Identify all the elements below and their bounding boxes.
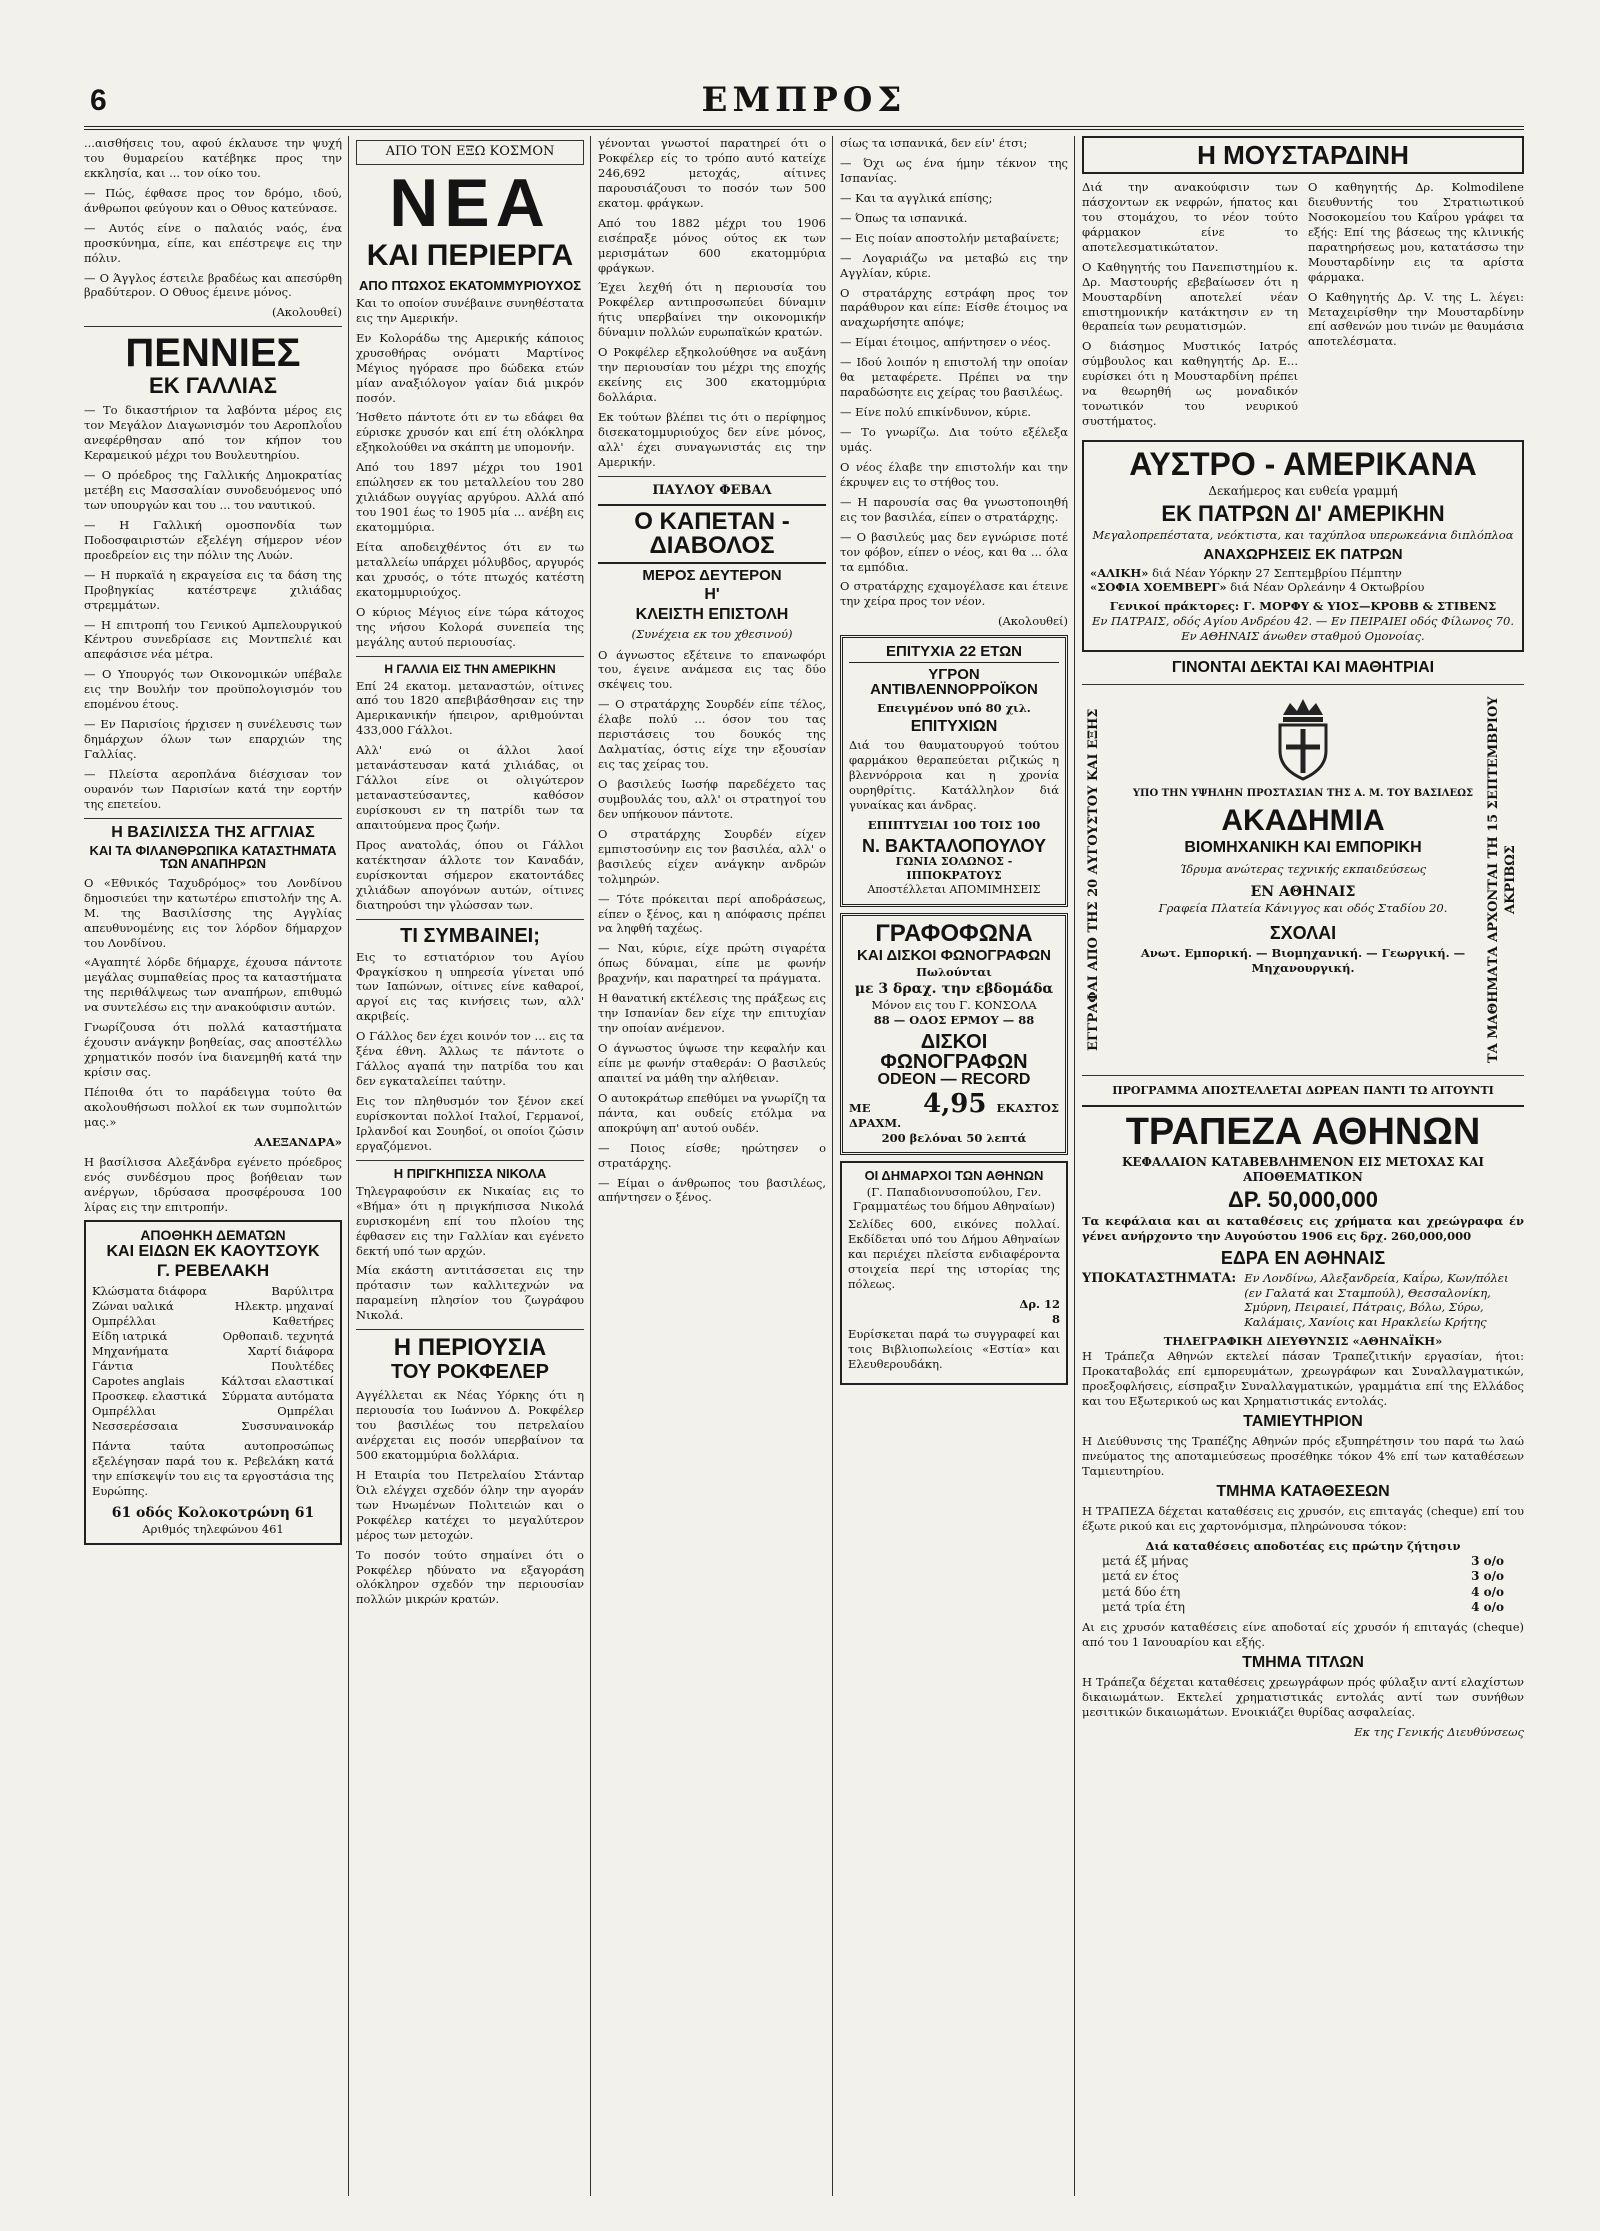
newspaper-name: ΕΜΠΡΟΣ [701, 80, 907, 120]
column-5 [1082, 136, 1524, 2196]
shop-item-row [92, 1404, 334, 1419]
shipping-line: Δεκαήμερος και ευθεία γραμμή [1208, 484, 1398, 498]
shop-item: Capotes anglais [92, 1374, 185, 1389]
column-1 [84, 136, 342, 2196]
medicine-ad-title: ΕΠΙΤΥΧΙΑ 22 ΕΤΩΝ [849, 644, 1059, 663]
queen-subtitle: ΚΑΙ ΤΑ ΦΙΛΑΝΘΡΩΠΙΚΑ ΚΑΤΑΣΤΗΜΑΤΑ ΤΩΝ ΑΝΑΠΗΡΩΝ [89, 842, 337, 871]
column-rule [590, 136, 591, 2196]
feuilleton-paragraph: Ο στρατάρχης εχαμογέλασε και έτεινε την χείρα προς τον νέον. [840, 579, 1068, 609]
article-subheading: ΤΟΥ ΡΟΚΦΕΛΕΡ [391, 1361, 549, 1384]
academy-desc: Ίδρυμα ανώτερας τεχνικής εκπαιδεύσεως [1179, 862, 1427, 877]
academy-name: ΑΚΑΔΗΜΙΑ [1221, 804, 1385, 838]
shop-item: Νεσσερέσσαια [92, 1418, 179, 1433]
feuilleton-paragraph: Η θανατική εκτέλεσις της πράξεως εις την Ισπανίαν δεν είχε την επιτυχίαν την οποίαν ανέμενον. [598, 991, 826, 1036]
rate-row [1082, 1600, 1524, 1616]
article-paragraph: Το ποσόν τούτο σημαίνει ότι ο Ροκφέλερ ηδύνατο να εξαγοράση ολόκληρον σχεδόν την περιουσίαν πολλών μικρών κρατών. [356, 1547, 584, 1607]
shop-item: Πουλτέδες [271, 1359, 334, 1374]
gramophone-title: ΓΡΑΦΟΦΩΝΑ [875, 919, 1033, 947]
article-paragraph: γένονται γνωστοί παρατηρεί ότι ο Ροκφέλερ είς το τρόπο αυτό κατείχε 246,692 μετοχάς, αίτινες παρουσιάζουσι το ποσόν των 500 εκατομ. φράγκων. [598, 136, 826, 210]
article-paragraph: Έχει λεχθή ότι η περιουσία του Ροκφέλερ αντιπροσωπεύει δύναμιν ήτις υπερβαίνει την οικονομικήν δύναμιν πολλών ευρωπαϊκών κρατών. [598, 280, 826, 340]
section-subtitle: ΚΑΙ ΠΕΡΙΕΡΓΑ [366, 238, 574, 272]
ship-name: «ΣΟΦΙΑ ΧΟΕΜΒΕΡΓ» [1090, 580, 1227, 595]
gramophone-terms: με 3 δραχ. την εβδομάδα [854, 980, 1054, 997]
masthead-rule [84, 126, 1524, 130]
feuilleton-paragraph: — Λογαριάζω να μεταβώ εις την Αγγλίαν, κύριε. [840, 250, 1068, 280]
savings-text: Η Διεύθυνσις της Τραπέζης Αθηνών πρός εξυπηρέτησιν του παρά τω λαώ πνεύματος της αποταμιεύσεως προσέθηκε τόκον 4% επί των καταθέσεων Ταμιευτηρίου. [1082, 1434, 1524, 1478]
departure-row [1090, 580, 1516, 595]
gramophone-ad [840, 913, 1068, 1155]
mustard-title: Η ΜΟΥΣΤΑΡΔΙΝΗ [1082, 136, 1524, 174]
story-follow: (Ακολουθεί) [272, 305, 342, 320]
feuilleton-paragraph: Ο άγνωστος εξέτεινε το επανωφόρι του, έγεινε ανάμεσα εις τας δύο σκέψεις του. [598, 647, 826, 692]
rate-row [1082, 1585, 1524, 1601]
shop-phone: Αριθμός τηλεφώνου 461 [142, 1521, 284, 1536]
feuilleton-paragraph: — Και τα αγγλικά επίσης; [840, 190, 993, 205]
article-paragraph: Προς ανατολάς, όπου οι Γάλλοι κατέκτησαν άλλοτε τον Καναδάν, ευρίσκονται σήμερον εκατοντάδες χιλιάδων απογόνων αυτών, οίτινες διατηρούσι την γλώσσαν των. [356, 837, 584, 912]
academy-patron: ΥΠΟ ΤΗΝ ΥΨΗΛΗΝ ΠΡΟΣΤΑΣΙΑΝ ΤΗΣ Α. Μ. ΤΟΥ ΒΑΣΙΛΕΩΣ [1132, 788, 1474, 800]
shipping-route: ΕΚ ΠΑΤΡΩΝ ΔΙ' ΑΜΕΡΙΚΗΝ [1161, 500, 1445, 526]
article-paragraph: Από του 1882 μέχρι του 1906 εισέπραξε μόνος ούτος εκ των μερισμάτων 600 εκατομμύρια φράγκων. [598, 215, 826, 275]
mustard-paragraph: Ο διάσημος Μυστικός Ιατρός σύμβουλος και καθηγητής Δρ. Ε... ευρίσκει ότι η Μουσταρδίνη πρέπει να θεωρηθή ως μοναδικόν τονωτικόν του νευρικού συστήματος. [1082, 339, 1298, 429]
shop-item: Ομπρέλαι [277, 1403, 334, 1418]
ship-name: «ΑΛΙΚΗ» [1090, 565, 1149, 580]
medicine-endorsed: Επειγμένον υπό 80 χιλ. [877, 701, 1031, 716]
feuilleton-paragraph: — Είμαι έτοιμος, απήντησεν ο νέος. [840, 335, 1051, 350]
article-paragraph: Από του 1897 μέχρι του 1901 επώλησεν εκ του μεταλλείου του 280 χιλιάδων ουγγίας αργύρου. Αλλά από του 1901 έως το 1905 μία ... ανέβη εις εκατομμύρια. [356, 460, 584, 535]
gramophone-subtitle: ΚΑΙ ΔΙΣΚΟΙ ΦΩΝΟΓΡΑΦΩΝ [857, 946, 1051, 964]
article-paragraph: Αγγέλλεται εκ Νέας Υόρκης ότι η περιουσία του Ιωάννου Δ. Ροκφέλερ του βασιλέως του πετρελαίου ανέρχεται εις ποσόν υπερβαίνον τα 500 εκατομμύρια δολλάρια. [356, 1388, 584, 1462]
column-rule [1074, 136, 1075, 2196]
masthead [84, 80, 1524, 128]
shop-item: Ορθοπαιδ. τεχνητά [222, 1329, 334, 1344]
story-paragraph: — Ο Άγγλος έστειλε βραδέως και απεσύρθη βραδύτερον. Ο Οθυος έμεινε μόνος. [84, 270, 342, 300]
news-item: — Ο Υπουργός των Οικονομικών υπέβαλε εις την Βουλήν τον προϋπολογισμόν του επομένου έτους. [84, 667, 342, 712]
bank-branches-list: Εν Λονδίνω, Αλεξανδρεία, Καΐρω, Κων/πόλει (εν Γαλατά και Σταμπούλ), Θεσσαλονίκη, Σμύρνη, Πειραιεί, Πάτραις, Βόλω, Σύρω, Καλάμαις, Χανίοις και Ηρακλείω Κρήτης [1244, 1270, 1509, 1330]
column-2 [356, 136, 584, 2196]
news-item: — Εν Παρισίοις ήρχισεν η συνέλευσις των δημάρχων όλων των επαρχιών της Γαλλίας. [84, 717, 342, 761]
queen-paragraph: Ο «Εθνικός Ταχυδρόμος» του Λονδίνου δημοσιεύει την κατωτέρω επιστολήν της Α. Μ. της Βασιλίσσης της Αγγλίας απευθυνομένης εις τον λόρδον δήμαρχον του Λονδίνου. [84, 875, 342, 950]
article-paragraph: Η Εταιρία του Πετρελαίου Στάνταρ Όιλ ελέγχει σχεδόν όλην την αγοράν των Ηνωμένων Πολιτειών και ο Ροκφέλερ κατέχει το μεγαλύτερον μέρος των μετοχών. [356, 1467, 584, 1542]
academy-schools: Ανωτ. Εμπορική. — Βιομηχανική. — Γεωργική. — Μηχανουργική. [1140, 946, 1466, 976]
academy-schools-title: ΣΧΟΛΑΙ [1269, 923, 1337, 944]
article-paragraph: Εις το εστιατόριον του Αγίου Φραγκίσκου η υπηρεσία γίνεται υπό των Ιαπώνων, οίτινες είνε καθαροί, αργοί εις τας κινήσεις των, αλλ' ακριβείς. [356, 949, 584, 1024]
book-author: (Γ. Παπαδιονυσοπούλου, Γεν. Γραμματέως του δήμου Αθηναίων) [852, 1184, 1056, 1214]
rate-row [1082, 1554, 1524, 1570]
mustard-col-right [1308, 180, 1524, 434]
gramophone-dealer: Μόνον εις του Γ. ΚΟΝΣΟΛΑ [871, 997, 1037, 1012]
price-value: 4,95 [923, 1088, 987, 1119]
divider [356, 1160, 584, 1161]
queen-paragraph: «Αγαπητέ λόρδε δήμαρχε, έχουσα πάντοτε μεγάλας συμπαθείας προς τα καταστήματα της περιθάλψεως των αναπήρων, επιθυμώ να συντελέσω εις την ανακούφισιν αυτών. [84, 955, 342, 1015]
feuilleton-paragraph: Ο στρατάρχης εστράφη προς τον παράθυρον και είπε: Είσθε έτοιμος να αναχωρήσητε απόψε; [840, 285, 1068, 330]
shop-item-row [92, 1419, 334, 1434]
article-paragraph: Και το οποίον συνέβαινε συνηθέστατα εις την Αμερικήν. [356, 295, 584, 325]
shop-item: Βαρύλιτρα [271, 1284, 334, 1299]
academy-banner: ΓΙΝΟΝΤΑΙ ΔΕΚΤΑΙ ΚΑΙ ΜΑΘΗΤΡΙΑΙ [1171, 659, 1435, 677]
feuilleton-paragraph: — Ναι, κύριε, είχε πρώτη σιγαρέτα όπως δύναμαι, είπε με φωνήν βραχνήν, και παρατηρεί τα πράγματα. [598, 941, 826, 986]
divider [84, 818, 342, 819]
news-item: — Η Γαλλική ομοσπονδία των Ποδοσφαιριστών εξελέγη σήμερον νέον προεδρείον εις την πόλιν της Λυών. [84, 517, 342, 562]
academy-center [1122, 693, 1484, 976]
bank-hq: ΕΔΡΑ ΕΝ ΑΘΗΝΑΙΣ [1220, 1247, 1386, 1268]
shop-note: Πάντα ταύτα αυτοπροσώπως εξελέγησαν παρά του κ. Ρεβελάκη κατά την επίσκεψίν του εις τα εργοστάσια της Ευρώπης. [92, 1438, 334, 1498]
news-item: — Πλείστα αεροπλάνα διέσχισαν τον ουρανόν των Παρισίων κατά την εορτήν της επετείου. [84, 766, 342, 811]
records-price [849, 1088, 1059, 1131]
article-paragraph: Μία εκάστη αντιτάσσεται εις την πρότασιν των καλλιτεχνών να παραμείνη πλησίον του ζωγράφου Νικολά. [356, 1263, 584, 1323]
shipping-ad [1082, 440, 1524, 652]
shop-item: Ζώναι υαλικά [92, 1299, 174, 1314]
mustard-col-left [1082, 180, 1298, 434]
price-lead: ΜΕ ΔΡΑΧΜ. [849, 1100, 902, 1130]
shop-item-row [92, 1344, 334, 1359]
feuilleton-paragraph: — Είμαι ο άνθρωπος του βασιλέως, απήντησεν ο ξένος. [598, 1175, 826, 1205]
shipping-title: ΑΥΣΤΡΟ - ΑΜΕΡΙΚΑΝΑ [1129, 446, 1477, 482]
divider [598, 476, 826, 477]
article-paragraph: Ο Ροκφέλερ εξηκολούθησε να αυξάνη την περιουσίαν του μέχρι της εποχής εκείνης εις 300 εκατομμύρια δολλάρια. [598, 345, 826, 404]
page-number: 6 [90, 84, 107, 117]
mustard-body [1082, 180, 1524, 434]
shop-owner: Γ. ΡΕΒΕΛΑΚΗ [156, 1261, 270, 1281]
departures-title: ΑΝΑΧΩΡΗΣΕΙΣ ΕΚ ΠΑΤΡΩΝ [1203, 545, 1403, 563]
rubber-shop-ad [84, 1220, 342, 1544]
deposits-subtitle: Διά καταθέσεις αποδοτέας εις πρώτην ζήτησιν [1145, 1538, 1461, 1553]
feuilleton-paragraph: σίως τα ισπανικά, δεν είν' έτσι; [840, 136, 1028, 150]
feuilleton-paragraph: — Είνε πολύ επικίνδυνον, κύριε. [840, 405, 1031, 420]
news-item: — Η πυρκαϊά η εκραγείσα εις τα δάση της Προβηγκίας κατέστρεψε χιλιάδας στρεμμάτων. [84, 567, 342, 612]
mustard-paragraph: Ο καθηγητής Δρ. Kolmodilene διευθυντής του Στρατιωτικού Νοσοκομείου του Καΐρου γράφει τα εξής: Επί της βάσεως της κλινικής παρατηρήσεως μου, κατατάσσω την Μουσταρδίνην εις τα αρίστα φάρμακα. [1308, 180, 1524, 284]
medicine-guarantee: ΕΠΙΠΤΥΞΙΑΙ 100 ΤΟΙΣ 100 [867, 817, 1041, 832]
needles-price: 200 βελόναι 50 λεπτά [881, 1130, 1027, 1145]
shop-item: Είδη ιατρικά [92, 1329, 168, 1344]
medicine-seller: Ν. ΒΑΚΤΑΛΟΠΟΥΛΟΥ [861, 835, 1047, 856]
gramophone-street: 88 — ΟΔΟΣ ΕΡΜΟΥ — 88 [873, 1012, 1035, 1027]
savings-title: ΤΑΜΙΕΥΤΗΡΙΟΝ [1243, 1413, 1363, 1431]
shop-item-row [92, 1389, 334, 1404]
rate-row [1082, 1569, 1524, 1585]
shop-item-row [92, 1314, 334, 1329]
feuilleton-follow: (Ακολουθεί) [998, 614, 1068, 629]
bank-branches [1082, 1271, 1524, 1331]
column-4 [840, 136, 1068, 2196]
bank-telegraph: ΤΗΛΕΓΡΑΦΙΚΗ ΔΙΕΥΘΥΝΣΙΣ «ΑΘΗΝΑΪΚΗ» [1163, 1334, 1443, 1349]
bank-deposits: Τα κεφάλαια και αι καταθέσεις εις χρήματα και χρεώγραφα έν γένει ανήρχοντο την Αυγούστου 1906 εις δρχ. 260,000,000 [1082, 1213, 1524, 1243]
shop-item: Γάντια [92, 1359, 134, 1374]
book-where: Ευρίσκεται παρά τω συγγραφεί και τοις Βιβλιοπωλείοις «Εστία» και Ελευθερουδάκη. [848, 1326, 1060, 1371]
shop-item: Ομπρέλλαι [92, 1314, 157, 1329]
column-3 [598, 136, 826, 2196]
bank-services: Η Τράπεζα Αθηνών εκτελεί πάσαν Τραπεζιτικήν εργασίαν, ήτοι: Προκαταβολάς επί εμπορευμάτων, χρεωγράφων και Συναλλαγματικών, προεξοφλήσεις, είσπραξιν Συναλλαγματικών, γραμμάτια επί της Ελλάδος και του Εξωτερικού ως και Χρηματιστικάς εντολάς. [1082, 1349, 1524, 1409]
book-title: ΟΙ ΔΗΜΑΡΧΟΙ ΤΩΝ ΑΘΗΝΩΝ [864, 1167, 1044, 1183]
deposits-title: ΤΜΗΜΑ ΚΑΤΑΘΕΣΕΩΝ [1216, 1482, 1390, 1500]
royal-crest-icon [1268, 697, 1338, 783]
shop-address: 61 οδός Κολοκοτρώνη 61 [111, 1504, 315, 1521]
column-rule [348, 136, 349, 2196]
shop-item-row [92, 1284, 334, 1299]
bank-capital-label: ΚΕΦΑΛΑΙΟΝ ΚΑΤΑΒΕΒΛΗΜΕΝΟΝ ΕΙΣ ΜΕΤΟΧΑΣ ΚΑΙ ΑΠΟΘΕΜΑΤΙΚΟΝ [1121, 1154, 1485, 1185]
academy-office: Γραφεία Πλατεία Κάνιγγος και οδός Σταδίου 20. [1158, 901, 1448, 916]
feuilleton-paragraph: Ο βασιλεύς Ιωσήφ παρεδέχετο τας συμβουλάς του, αλλ' οι στρατηγοί του δεν υπήκουον πάντοτε. [598, 777, 826, 821]
news-item: — Ο πρόεδρος της Γαλλικής Δημοκρατίας μετέβη εις Μασσαλίαν συνοδευόμενος υπό των υπουργών και του ... του ναυτικού. [84, 468, 342, 512]
article-paragraph: Ο κύριος Μέγιος είνε τώρα κάτοχος της νήσου Κολορά συνεπεία της μεγάλης αυτού περιουσίας. [356, 604, 584, 649]
divider [356, 1329, 584, 1330]
book-text: Σελίδες 600, εικόνες πολλαί. Εκδίδεται υπό του Δήμου Αθηναίων και περιέχει πλείστα ενδιαφέροντα στοιχεία περί της ιστορίας της πόλεως. [848, 1217, 1060, 1292]
medicine-successes: ΕΠΙΤΥΧΙΩΝ [910, 718, 998, 736]
article-paragraph: Ο Γάλλος δεν έχει κοινόν τον ... εις τα ξένα έθνη. Άλλως τε πάντοτε ο Γάλλος αγαπά την πατρίδα του και δεν εγκαταλείπει ταύτην. [356, 1029, 584, 1089]
medicine-ad [840, 635, 1068, 906]
feuilleton-paragraph: — Το γνωρίζω. Δια τούτο εξέλεξα υμάς. [840, 425, 1068, 454]
rate-term: μετά εν έτος [1102, 1569, 1179, 1584]
story-paragraph: ...αισθήσεις του, αφού έκλαυσε την ψυχή του θυμαρείου κατέβηκε προς την εκκλησία, και ... τον οίκο του. [84, 136, 342, 180]
academy-city: ΕΝ ΑΘΗΝΑΙΣ [1250, 884, 1356, 901]
article-heading: ΤΙ ΣΥΜΒΑΙΝΕΙ; [400, 924, 540, 947]
shop-item: Καθετήρες [272, 1314, 334, 1329]
section-kicker: ΑΠΟ ΤΟΝ ΕΞΩ ΚΟΣΜΟΝ [356, 140, 584, 165]
news-item: — Το δικαστήριον τα λαβόντα μέρος εις τον Μεγάλον Διαγωνισμόν του Αεροπλοΐου ανεφέρθησαν από τον κήπον του Κεραμεικού μέχρι του Βουλευτηρίου. [84, 403, 342, 463]
feuilleton-paragraph: — Όπως τα ισπανικά. [840, 210, 968, 225]
rate-value: 3 ο/ο [1471, 1569, 1504, 1584]
article-paragraph: Είτα αποδειχθέντος ότι εν τω μεταλλείω υπάρχει μόλυβδος, αργυρός και χρυσός, ο τότε πτωχός κατέστη εκατομμυριούχος. [356, 539, 584, 599]
medicine-name: ΥΓΡΟΝ ΑΝΤΙΒΛΕΝΝΟΡΡΟΪΚΟΝ [870, 666, 1038, 699]
article-paragraph: Εν Κολοράδω της Αμερικής κάποιος χρυσοθήρας ονόματι Μαρτίνος Μέγιος ηγόρασε προ δώδεκα ετών μίαν αναξιόλογον γαίαν διά μικρόν ποσόν. [356, 330, 584, 405]
book-price: Δρ. 12 [1019, 1297, 1060, 1312]
article-heading: Η ΓΑΛΛΙΑ ΕΙΣ ΤΗΝ ΑΜΕΡΙΚΗΝ [384, 661, 556, 676]
feuilleton-paragraph: — Η παρουσία σας θα γνωστοποιηθή εις τον βασιλέα, είπεν ο στρατάρχης. [840, 494, 1068, 524]
pennies-title: ΠΕΝΝΙΕΣ [125, 331, 301, 376]
departure-info: διά Νέαν Υόρκην 27 Σεπτεμβρίου Πέμπτην [1152, 565, 1402, 580]
pennies-subtitle: ΕΚ ΓΑΛΛΙΑΣ [149, 373, 277, 399]
shop-item-row [92, 1329, 334, 1344]
article-paragraph: Αλλ' ενώ οι άλλοι λαοί μετανάστευσαν κατά χιλιάδας, οι Γάλλοι είνε οι ολιγώτερον μεταναστεύσαντες, καθόσον ευρίσκουσι εν τη πατρίδι των τα απαιτούμενα προς ζωήν. [356, 743, 584, 832]
rate-term: μετά τρία έτη [1102, 1600, 1185, 1615]
rate-value: 3 ο/ο [1471, 1553, 1504, 1568]
article-heading: Η ΠΡΙΓΚΗΠΙΣΣΑ ΝΙΚΟΛΑ [393, 1165, 547, 1181]
academy-enrolment: ΕΓΓΡΑΦΑΙ ΑΠΟ ΤΗΣ 20 ΑΥΓΟΥΣΤΟΥ ΚΑΙ ΕΞΗΣ [1086, 708, 1101, 1052]
deposits-text: Η ΤΡΑΠΕΖΑ δέχεται καταθέσεις εις χρυσόν, εις επιταγάς (cheque) επί του έξωτε ρικού και εις χαρτονόμισμα, πληρώνουσα τόκον: [1082, 1503, 1524, 1533]
shop-item: Σύρματα αυτόματα [221, 1389, 334, 1403]
records-labels: ODEON — RECORD [877, 1070, 1031, 1088]
records-title: ΔΙΣΚΟΙ ΦΩΝΟΓΡΑΦΩΝ [880, 1030, 1028, 1073]
feuilleton-paragraph: Ο στρατάρχης Σουρδέν είχεν εμπιστοσύνην εις τον βασιλέα, αλλ' ο βασιλεύς είχεν ανάγκην ανδρών τολμηρών. [598, 826, 826, 886]
departure-info: διά Νέαν Ορλεάνην 4 Οκτωβρίου [1230, 580, 1425, 595]
feuilleton-part: ΜΕΡΟΣ ΔΕΥΤΕΡΟΝ [642, 566, 782, 584]
queen-note: Η βασίλισσα Αλεξάνδρα εγένετο πρόεδρος ενός συνδέσμου προς βοήθειαν των ανέργων, ιδρύσασα προσφέρουσα 100 λίρας εις την επιτροπήν. [84, 1154, 342, 1214]
shipping-desc: Μεγαλοπρεπέστατα, νεόκτιστα, και ταχύπλοα υπερωκεάνια διπλόπλοα [1092, 527, 1514, 542]
academy-type: ΒΙΟΜΗΧΑΝΙΚΗ ΚΑΙ ΕΜΠΟΡΙΚΗ [1184, 839, 1422, 857]
shop-heading: ΑΠΟΘΗΚΗ ΔΕΜΑΤΩΝ [140, 1227, 286, 1244]
divider [356, 656, 584, 657]
medicine-note: Αποστέλλεται ΑΠΟΜΙΜΗΣΕΙΣ [867, 883, 1041, 897]
news-item: — Η επιτροπή του Γενικού Αμπελουργικού Κέντρου συνεδρίασε εις Μοντπελιέ και απεφάσισε νέα μέτρα. [84, 617, 342, 662]
academy-ad [1082, 684, 1524, 1076]
feuilleton-paragraph: — Όχι ως ένα ήμην τέκνον της Ισπανίας. [840, 155, 1068, 185]
queen-paragraph: Πέποιθα ότι το παράδειγμα τούτο θα ακολουθήσωσι πολλοί εκ των συμπολιτών μας.» [84, 1084, 342, 1129]
shop-item-row [92, 1374, 334, 1389]
feuilleton-paragraph: — Τότε πρόκειται περί αποδράσεως, είπεν ο ξένος, και η απόφασις πρέπει να ληφθή ταχέως. [598, 891, 826, 936]
article-heading: ΑΠΟ ΠΤΩΧΟΣ ΕΚΑΤΟΜΜΥΡΙΟΥΧΟΣ [358, 277, 581, 293]
gramophone-sales: Πωλούνται [916, 964, 992, 979]
queen-paragraph: Γνωρίζουσα ότι πολλά καταστήματα έχουσιν ανάγκην βοηθείας, σας αποστέλλω χρηματικόν ποσόν ίνα διανεμηθή κατά την κρίσιν σας. [84, 1020, 342, 1079]
section-title: ΝΕΑ [389, 164, 551, 241]
divider [1082, 1105, 1524, 1107]
article-paragraph: Τηλεγραφούσιν εκ Νικαίας εις το «Βήμα» ότι η πριγκήπισσα Νικολά ευρισκομένη επί του πλοίου της έφθασεν εις την Γαλλίαν και εγένετο δεκτή υπό των αρχών. [356, 1183, 584, 1258]
shop-title: ΚΑΙ ΕΙΔΩΝ ΕΚ ΚΑΟΥΤΣΟΥΚ [106, 1243, 320, 1261]
shop-item-row [92, 1359, 334, 1374]
shop-item-row [92, 1299, 334, 1314]
titles-text: Η Τράπεζα δέχεται καταθέσεις χρεωγράφων πρός φύλαξιν αντί ελαχίστων δικαιωμάτων. Εκτελεί χρηματιστικάς εντολάς αντί των συνήθων μεσιτικών δικαιωμάτων. Ενοικιάζει θυρίδας ασφαλείας. [1082, 1674, 1524, 1719]
shop-item: Κάλτσαι ελαστικαί [221, 1374, 334, 1389]
story-paragraph: — Αυτός είνε ο παλαιός ναός, ένα προσκύνημα, είπε, και επέστρεψε εις την πόλιν. [84, 220, 342, 265]
queen-title: Η ΒΑΣΙΛΙΣΣΑ ΤΗΣ ΑΓΓΛΙΑΣ [111, 823, 315, 841]
shop-item: Χαρτί διάφορα [248, 1344, 334, 1359]
divider [84, 326, 342, 327]
book-ad [840, 1161, 1068, 1385]
academy-lessons: ΤΑ ΜΑΘΗΜΑΤΑ ΑΡΧΟΝΤΑΙ ΤΗ 15 ΣΕΠΤΕΜΒΡΙΟΥ ΑΚΡΙΒΩΣ [1486, 696, 1519, 1064]
article-paragraph: Εις τον πληθυσμόν τον ξένον εκεί ευρίσκονται πολλοί Ιταλοί, Γερμανοί, Ιρλανδοί και Σουηδοί, οι οποίοι ζώσιν εργαζόμενοι. [356, 1094, 584, 1153]
bank-title: ΤΡΑΠΕΖΑ ΑΘΗΝΩΝ [1125, 1110, 1481, 1153]
academy-program: ΠΡΟΓΡΑΜΜΑ ΑΠΟΣΤΕΛΛΕΤΑΙ ΔΩΡΕΑΝ ΠΑΝΤΙ ΤΩ ΑΙΤΟΥΝΤΙ [1112, 1084, 1494, 1098]
titles-signature: Εκ της Γενικής Διευθύνσεως [1354, 1724, 1524, 1739]
price-tail: ΕΚΑΣΤΟΣ [996, 1100, 1059, 1115]
medicine-text: Διά του θαυματουργού τούτου φαρμάκου θεραπεύεται ριζικώς η βλεννόρροια και η χρονία ουρηθρίτις. Κατάλληλον διά γυναίκας και άνδρας. [849, 738, 1059, 812]
deposits-note: Αι εις χρυσόν καταθέσεις είνε αποδοταί είς χρυσόν ή επιταγάς (cheque) από του 1 Ιανουαρίου και εξής. [1082, 1620, 1524, 1649]
feuilleton-continued: (Συνέχεια εκ του χθεσινού) [631, 626, 793, 641]
feuilleton-title: Ο ΚΑΠΕΤΑΝ - ΔΙΑΒΟΛΟΣ [598, 504, 826, 564]
departure-row [1090, 566, 1516, 581]
feuilleton-paragraph: Ο αυτοκράτωρ επεθύμει να γνωρίζη τα πάντα, και ουδείς ετόλμα να αποκρύψη απ' αυτού ουδέν. [598, 1090, 826, 1135]
rate-term: μετά έξ μήνας [1102, 1553, 1189, 1568]
mustard-paragraph: Ο Καθηγητής του Πανεπιστημίου κ. Δρ. Μαστουρής εβεβαίωσεν ότι η Μουσταρδίνη αποτελεί νέαν επιστημονικήν κατάκτησιν εν τη θεραπεία των ρευματισμών. [1082, 259, 1298, 334]
rate-term: μετά δύο έτη [1102, 1584, 1181, 1599]
divider [356, 919, 584, 920]
feuilleton-paragraph: Ο νέος έλαβε την επιστολήν και την έκρυψεν εις το στήθος του. [840, 459, 1068, 489]
article-paragraph: Ήσθετο πάντοτε ότι εν τω εδάφει θα εύρισκε χρυσόν και επί έτη ολόκληρα εξηκολούθει να σκάπτη με υπομονήν. [356, 410, 584, 455]
rate-value: 4 ο/ο [1471, 1600, 1504, 1615]
story-paragraph: — Πώς, έφθασε προς τον δρόμο, ιδού, άνθρωποι φεύγουν και ο Οθυος κατεύνασε. [84, 185, 342, 215]
article-heading: Η ΠΕΡΙΟΥΣΙΑ [393, 1334, 547, 1362]
shop-item: Προσκεφ. ελαστικά [92, 1389, 207, 1403]
queen-signature: ΑΛΕΞΑΝΔΡΑ» [254, 1134, 342, 1149]
shop-item: Μηχανήματα [92, 1344, 169, 1359]
feuilleton-paragraph: Ο άγνωστος ύψωσε την κεφαλήν και είπε με φωνήν σταθεράν: Ο βασιλεύς απαιτεί να μάθη την αλήθειαν. [598, 1041, 826, 1085]
feuilleton-chapter-title: ΚΛΕΙΣΤΗ ΕΠΙΣΤΟΛΗ [635, 605, 789, 623]
shop-item: Ηλεκτρ. μηχαναί [234, 1299, 334, 1314]
feuilleton-paragraph: — Ιδού λοιπόν η επιστολή την οποίαν θα μεταφέρετε. Πρέπει να την παραδώσητε εις χείρας του βασιλέως. [840, 355, 1068, 400]
feuilleton-paragraph: — Εις ποίαν αποστολήν μεταβαίνετε; [840, 230, 1060, 245]
feuilleton-paragraph: — Ποιος είσθε; ηρώτησεν ο στρατάρχης. [598, 1140, 826, 1170]
titles-title: ΤΜΗΜΑ ΤΙΤΛΩΝ [1242, 1653, 1364, 1671]
shop-item: Συσσυναινοκάρ [241, 1418, 334, 1433]
shipping-offices: Εν ΠΑΤΡΑΙΣ, οδός Αγίου Ανδρέου 42. — Εν ΠΕΙΡΑΙΕΙ οδός Φίλωνος 70. Εν ΑΘΗΝΑΙΣ άνωθεν σταθμού Ομονοίας. [1092, 614, 1514, 644]
book-bound-price: 8 [1051, 1312, 1060, 1327]
mustard-paragraph: Διά την ανακούφισιν των πάσχοντων εκ νεφρών, ήπατος και του στομάχου, το νέον τούτο φάρμακον είνε το αποτελεσματικώτατον. [1082, 180, 1298, 254]
column-rule [832, 136, 833, 2196]
feuilleton-paragraph: — Ο βασιλεύς μας δεν εγνώρισε ποτέ τον φόβον, είπεν ο νέος, και θα ... όλα τα εμπόδια. [840, 529, 1068, 574]
article-paragraph: Εκ τούτων βλέπει τις ότι ο περίφημος δισεκατομμυριούχος δεν είνε μόνος, αλλ' έχει συναγωνιστάς εις την Αμερικήν. [598, 409, 826, 469]
shop-item: Ομπρέλλαι [92, 1403, 157, 1418]
medicine-address: ΓΩΝΙΑ ΣΟΛΩΝΟΣ - ΙΠΠΟΚΡΑΤΟΥΣ [895, 854, 1013, 883]
feuilleton-paragraph: — Ο στρατάρχης Σουρδέν είπε τέλος, έλαβε πολύ ... όσον του τας περιστάσεις του δουκός της Δαλματίας, όστις είχε την εξουσίαν εις τας χείρας του. [598, 697, 826, 772]
feuilleton-author: ΠΑΥΛΟΥ ΦΕΒΑΛ [652, 482, 772, 498]
shop-item: Κλώσματα διάφορα [92, 1284, 207, 1299]
shipping-agents: Γενικοί πράκτορες: Γ. ΜΟΡΦΥ & ΥΙΟΣ—ΚΡΟΒΒ & ΣΤΙΒΕΝΣ [1109, 599, 1497, 614]
article-paragraph: Επί 24 εκατομ. μεταναστών, οίτινες από του 1820 απεβιβάσθησαν εις την Αμερικανικήν ήπειρον, αριθμούνται 433,000 Γάλλοι. [356, 678, 584, 738]
feuilleton-chapter: Η' [704, 585, 720, 603]
bank-capital: ΔΡ. 50,000,000 [1227, 1186, 1378, 1212]
rate-value: 4 ο/ο [1471, 1584, 1504, 1599]
bank-branches-label: ΥΠΟΚΑΤΑΣΤΗΜΑΤΑ: [1082, 1270, 1237, 1286]
mustard-paragraph: Ο Καθηγητής Δρ. V. της L. λέγει: Μεταχειρίσθην την Μουσταρδίνην επί ασθενών μου τινών με θαυμάσια αποτελέσματα. [1308, 289, 1524, 349]
